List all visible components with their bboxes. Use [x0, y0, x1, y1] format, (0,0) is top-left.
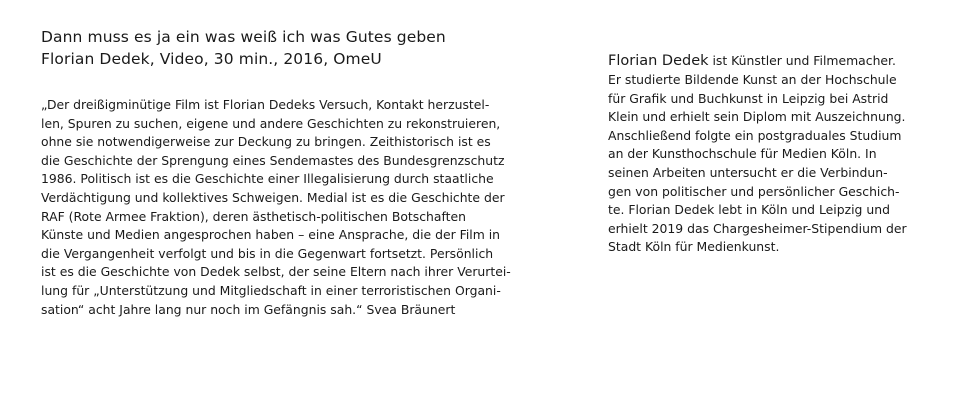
artist-bio-column	[608, 51, 953, 257]
film-title: Dann muss es ja ein was weiß ich was Gutes geben	[41, 28, 446, 46]
bio-line: erhielt 2019 das Chargesheimer-Stipendium der	[608, 220, 907, 236]
artist-name: Florian Dedek	[608, 53, 709, 69]
bio-first-line	[608, 51, 953, 71]
bio-line: an der Kunsthochschule für Medien Köln. In	[608, 146, 877, 162]
quote-line: die Geschichte der Sprengung eines Sendemastes des Bundesgrenzschutz	[41, 152, 505, 168]
quote-line: sation“ acht Jahre lang nur noch im Gefängnis sah.“ Svea Bräunert	[41, 301, 456, 317]
bio-line: Er studierte Bildende Kunst an der Hochschule	[608, 72, 897, 87]
quote-line: 1986. Politisch ist es die Geschichte einer Illegalisierung durch staatliche	[41, 171, 494, 187]
quote-line: „Der dreißigminütige Film ist Florian Dedeks Versuch, Kontakt herzustel-	[41, 97, 490, 112]
quote-line: ist es die Geschichte von Dedek selbst, der seine Eltern nach ihrer Verurtei-	[41, 264, 511, 280]
bio-first-line-rest: ist Künstler und Filmemacher.	[708, 53, 896, 68]
bio-line: gen von politischer und persönlicher Geschich-	[608, 183, 900, 199]
bio-line: seinen Arbeiten untersucht er die Verbindun-	[608, 164, 888, 180]
film-description-quote	[41, 96, 561, 319]
bio-line: für Grafik und Buchkunst in Leipzig bei Astrid	[608, 90, 889, 106]
film-credits: Florian Dedek, Video, 30 min., 2016, OmeU	[41, 50, 382, 68]
quote-line: die Vergangenheit verfolgt und bis in die Gegenwart fortsetzt. Persönlich	[41, 245, 494, 261]
quote-line: len, Spuren zu suchen, eigene und andere Geschichten zu rekonstruieren,	[41, 115, 501, 131]
bio-line: Klein und erhielt sein Diplom mit Auszeichnung.	[608, 109, 906, 125]
bio-line: Anschließend folgte ein postgraduales Studium	[608, 127, 902, 143]
bio-line: te. Florian Dedek lebt in Köln und Leipzig und	[608, 202, 890, 218]
quote-line: Verdächtigung und kollektives Schweigen. Medial ist es die Geschichte der	[41, 189, 505, 205]
quote-line: Künste und Medien angesprochen haben – eine Ansprache, die der Film in	[41, 227, 501, 243]
quote-line: RAF (Rote Armee Fraktion), deren ästhetisch-politischen Botschaften	[41, 208, 466, 224]
quote-line: ohne sie notwendigerweise zur Deckung zu bringen. Zeithistorisch ist es	[41, 134, 491, 150]
film-info-column	[41, 26, 561, 319]
bio-line: Stadt Köln für Medienkunst.	[608, 239, 780, 255]
quote-line: lung für „Unterstützung und Mitgliedschaft in einer terroristischen Organi-	[41, 282, 501, 298]
